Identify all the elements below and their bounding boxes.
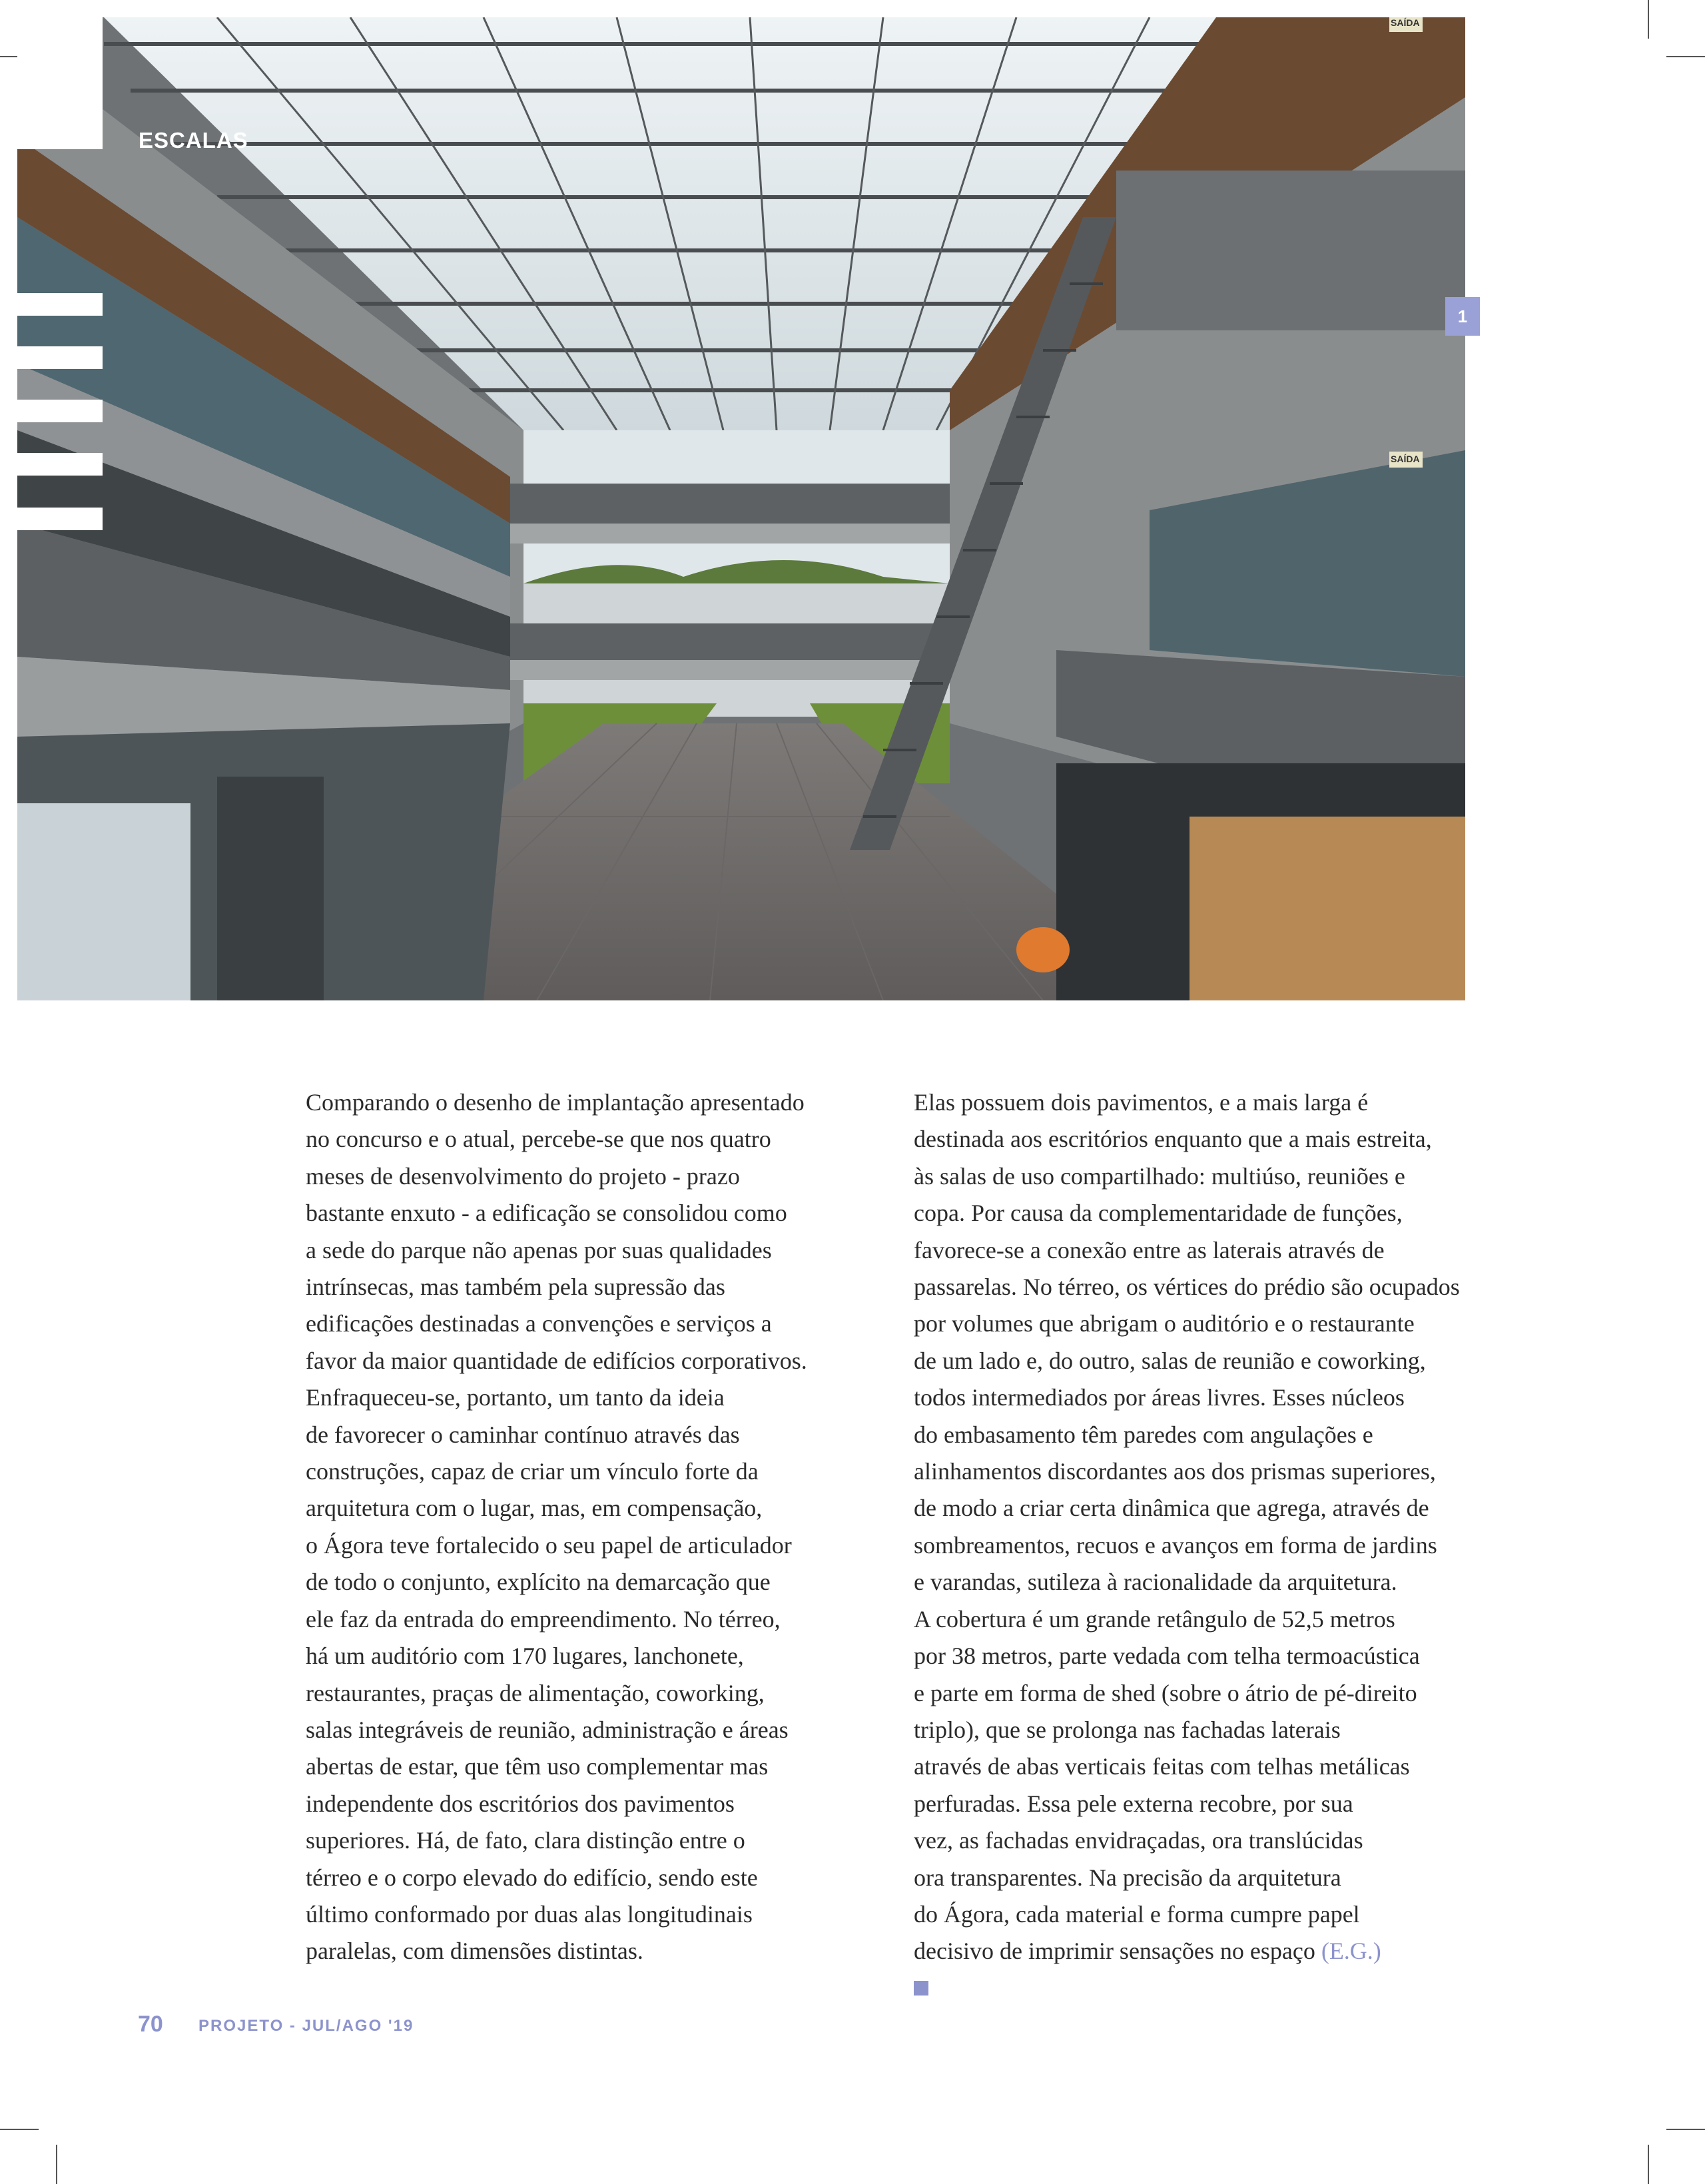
text-line-last [914,1933,1493,1970]
text-line: triplo), que se prolonga nas fachadas laterais [914,1716,1341,1743]
crop-mark [1648,0,1649,39]
text-line: favor da maior quantidade de edifícios corporativos. [306,1347,807,1374]
text-line: ora transparentes. Na precisão da arquitetura [914,1864,1341,1891]
text-line: por volumes que abrigam o auditório e o restaurante [914,1310,1415,1337]
crop-mark [56,2145,57,2184]
text-line: perfuradas. Essa pele externa recobre, por sua [914,1790,1353,1817]
text-line: arquitetura com o lugar, mas, em compensação, [306,1495,763,1522]
text-line: destinada aos escritórios enquanto que a mais estreita, [914,1126,1432,1153]
exit-sign: SAÍDA [1391,454,1420,464]
decorative-tab [17,453,103,476]
author-credit: (E.G.) [1321,1938,1381,1965]
text-line: térreo e o corpo elevado do edifício, sendo este [306,1864,758,1891]
decorative-tab [17,400,103,422]
body-column-left [306,1084,858,1970]
last-line-text: decisivo de imprimir sensações no espaço [914,1938,1315,1965]
decorative-tab [17,346,103,369]
text-line: alinhamentos discordantes aos dos prismas superiores, [914,1458,1436,1485]
text-line: de um lado e, do outro, salas de reunião e coworking, [914,1347,1426,1374]
text-line: superiores. Há, de fato, clara distinção entre o [306,1827,745,1854]
text-line: de todo o conjunto, explícito na demarcação que [306,1569,771,1596]
page-number: 70 [138,2011,163,2037]
text-line: salas integráveis de reunião, administração e áreas [306,1716,789,1743]
text-line: paralelas, com dimensões distintas. [306,1938,643,1965]
text-line: através de abas verticais feitas com telhas metálicas [914,1753,1410,1780]
text-line: edificações destinadas a convenções e serviços a [306,1310,772,1337]
text-line: abertas de estar, que têm uso complementar mas [306,1753,769,1780]
crop-mark [1666,56,1705,57]
publication-info: PROJETO - JUL/AGO '19 [198,2017,414,2035]
text-line: restaurantes, praças de alimentação, coworking, [306,1679,765,1706]
text-line: e parte em forma de shed (sobre o átrio de pé-direito [914,1679,1417,1706]
text-line: do embasamento têm paredes com angulações e [914,1421,1373,1448]
crop-mark [1648,2145,1649,2184]
text-line: vez, as fachadas envidraçadas, ora translúcidas [914,1827,1363,1854]
text-line: há um auditório com 170 lugares, lanchonete, [306,1642,744,1670]
crop-mark [0,2129,39,2130]
text-line: intrínsecas, mas também pela supressão das [306,1274,725,1301]
text-line: do Ágora, cada material e forma cumpre papel [914,1900,1360,1928]
decorative-tab [17,0,103,149]
text-line: independente dos escritórios dos pavimentos [306,1790,735,1817]
text-line: A cobertura é um grande retângulo de 52,5 metros [914,1605,1395,1633]
body-column-right [914,1084,1493,1970]
text-line: de favorecer o caminhar contínuo através das [306,1421,740,1448]
text-line: meses de desenvolvimento do projeto - prazo [306,1162,740,1190]
text-line: todos intermediados por áreas livres. Esses núcleos [914,1384,1405,1411]
text-line: copa. Por causa da complementaridade de funções, [914,1200,1403,1227]
end-mark-square [914,1981,928,1996]
text-line: o Ágora teve fortalecido o seu papel de articulador [306,1531,792,1559]
decorative-tab [17,293,103,316]
text-line: favorece-se a conexão entre as laterais através de [914,1236,1385,1264]
text-line: por 38 metros, parte vedada com telha termoacústica [914,1642,1420,1670]
text-line: Comparando o desenho de implantação apresentado [306,1089,805,1116]
text-line: a sede do parque não apenas por suas qualidades [306,1236,772,1264]
text-line: bastante enxuto - a edificação se consolidou como [306,1200,787,1227]
text-line: último conformado por duas alas longitudinais [306,1900,753,1928]
text-line: às salas de uso compartilhado: multiúso, reuniões e [914,1162,1405,1190]
text-line: ele faz da entrada do empreendimento. No térreo, [306,1605,781,1633]
text-line: de modo a criar certa dinâmica que agrega, através de [914,1495,1429,1522]
text-line: Enfraqueceu-se, portanto, um tanto da ideia [306,1384,725,1411]
text-line: e varandas, sutileza à racionalidade da arquitetura. [914,1569,1397,1596]
text-line: Elas possuem dois pavimentos, e a mais larga é [914,1089,1369,1116]
text-line: construções, capaz de criar um vínculo forte da [306,1458,759,1485]
text-line: no concurso e o atual, percebe-se que nos quatro [306,1126,771,1153]
atrium-photo [17,17,1465,1000]
decorative-tab [17,508,103,530]
text-line: sombreamentos, recuos e avanços em forma de jardins [914,1531,1437,1559]
exit-sign: SAÍDA [1391,17,1420,28]
crop-mark [1666,2129,1705,2130]
text-line: passarelas. No térreo, os vértices do prédio são ocupados [914,1274,1460,1301]
photo-number-badge: 1 [1445,297,1480,336]
section-label: ESCALAS [139,128,248,153]
